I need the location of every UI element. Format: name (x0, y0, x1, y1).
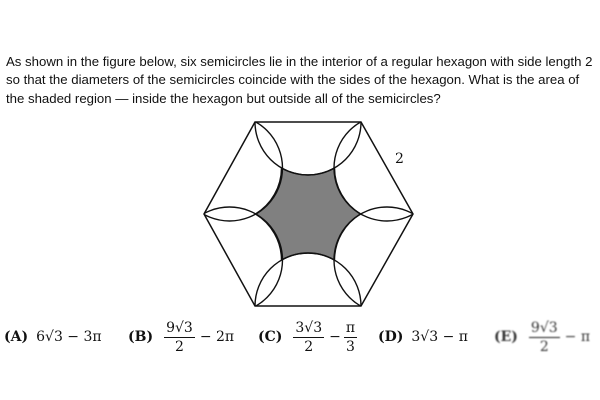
choice-c[interactable] (258, 312, 360, 362)
semicircle-top (255, 118, 361, 175)
choice-d[interactable] (378, 312, 468, 362)
choice-b-denominator: 2 (175, 338, 184, 355)
shaded-region (256, 168, 361, 260)
choice-d-label: (D) (378, 329, 404, 345)
choice-b-rest: − 2π (199, 329, 235, 345)
choice-e-label: (E) (494, 329, 518, 345)
choice-c-numerator-2: π (345, 319, 356, 336)
choice-c-numerator: 3√3 (295, 319, 323, 336)
choice-c-fraction-2 (344, 320, 357, 355)
choice-c-fraction (293, 320, 324, 355)
choice-c-label: (C) (258, 329, 283, 345)
choice-a-label: (A) (4, 329, 29, 345)
choice-c-denominator-2: 3 (346, 338, 355, 355)
choice-a-expr: 6√3 − 3π (36, 329, 102, 345)
choice-a[interactable] (4, 312, 102, 362)
choice-e-denominator: 2 (539, 338, 549, 355)
choice-b-label: (B) (128, 329, 154, 345)
choice-e-rest: − π (564, 329, 591, 345)
answer-choices (0, 312, 600, 362)
choice-e[interactable] (494, 312, 590, 362)
choice-d-expr: 3√3 − π (411, 329, 468, 345)
choice-b-numerator: 9√3 (166, 319, 193, 336)
side-length-label: 2 (395, 151, 404, 167)
semicircle-top-right (334, 118, 435, 221)
problem-statement: As shown in the figure below, six semicircles lie in the interior of a regular hexagon with side length 2 so that the diameters of the semicircles coincide with the sides of the hexagon. What is the area of the shaded region — inside the hexagon but outside all of the semicircles? (6, 54, 593, 106)
choice-e-fraction (529, 320, 560, 355)
choice-e-numerator: 9√3 (530, 319, 558, 336)
semicircle-bottom (255, 253, 361, 318)
choice-c-denominator: 2 (304, 338, 314, 355)
hexagon-figure (195, 118, 435, 318)
choice-b-fraction (164, 320, 195, 355)
choice-b[interactable] (128, 312, 234, 362)
choice-c-minus: − (329, 329, 341, 345)
semicircle-bottom-right (334, 207, 435, 313)
